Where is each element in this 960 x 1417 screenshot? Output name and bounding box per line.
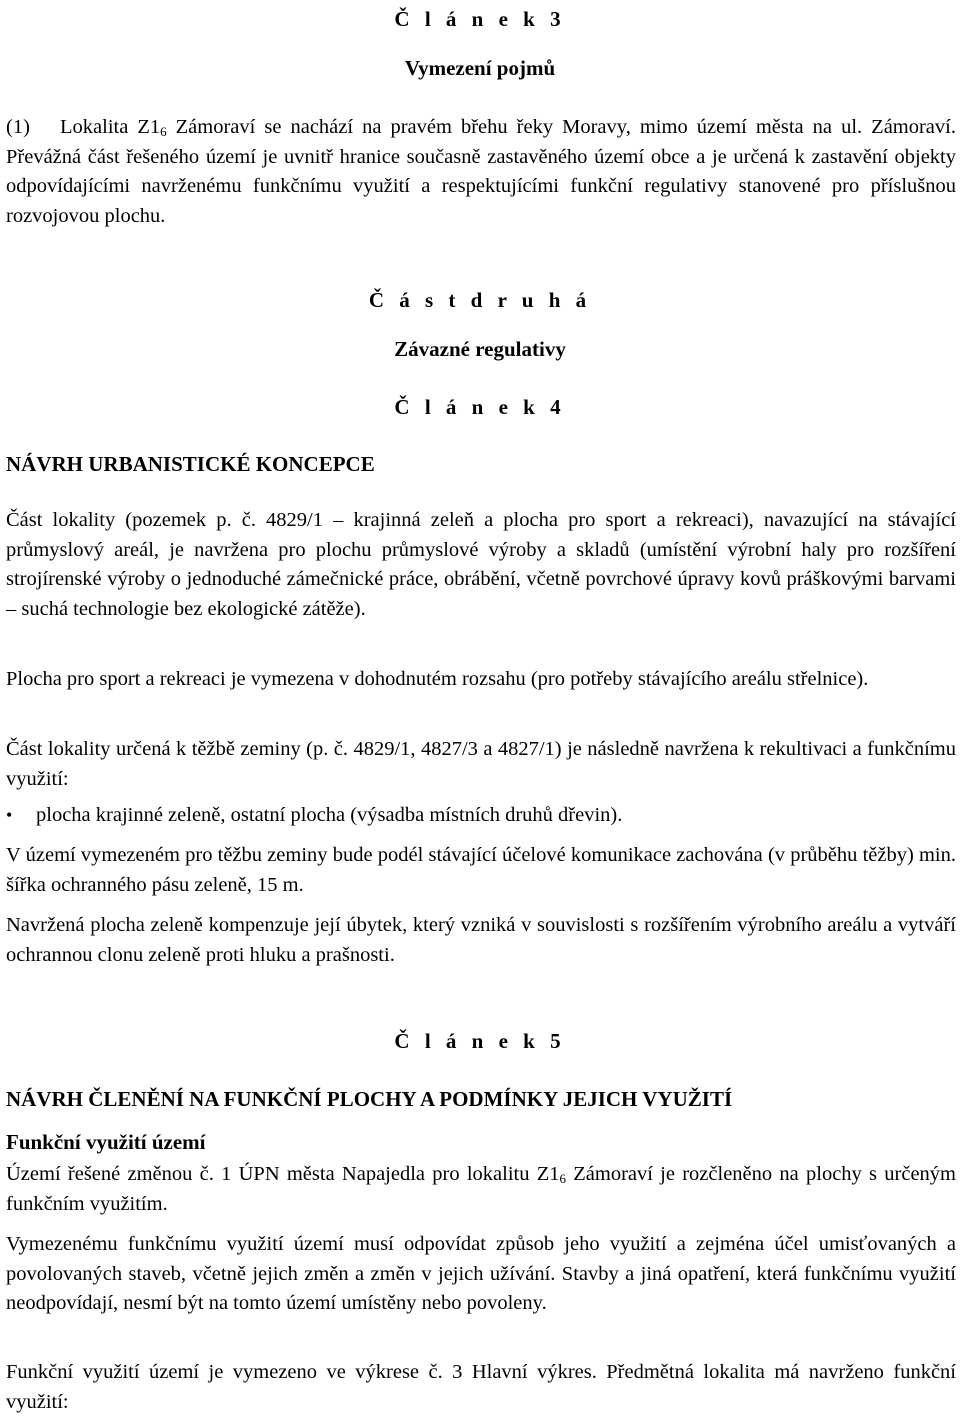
article-4-heading: Č l á n e k 4 xyxy=(394,395,566,419)
article-4-paragraph-1: Část lokality (pozemek p. č. 4829/1 – krajinná zeleň a plocha pro sport a rekreaci), navazující na stávající průmyslový areál, je navržena pro plochu průmyslové výroby a skladů (umístění výrobní haly pro rozšíření strojírenské výroby o jednoduché zámečnické práce, obrábění, včetně povrchové úpravy kovů práškovými barvami – suchá technologie bez ekologické zátěže). xyxy=(6,509,956,620)
article-3-title: Vymezení pojmů xyxy=(404,56,556,80)
article-5-heading: Č l á n e k 5 xyxy=(394,1029,566,1053)
item-subscript: 6 xyxy=(160,124,167,139)
item-text xyxy=(6,113,956,231)
bullet-symbol: • xyxy=(6,805,13,825)
article-5-subtitle: Funkční využití území xyxy=(6,1130,206,1154)
paragraph-text-part-1: Území řešené změnou č. 1 ÚPN města Napajedla pro lokalitu Z1 xyxy=(6,1163,560,1185)
item-text-part-1: Lokalita Z1 xyxy=(60,116,161,138)
article-4-paragraph-2: Plocha pro sport a rekreaci je vymezena v dohodnutém rozsahu (pro potřeby stávajícího areálu střelnice). xyxy=(6,668,869,690)
paragraph-text-part-2: Zámoraví je rozčleněno na plochy s určeným funkčním využitím. xyxy=(6,1163,956,1215)
article-3-heading: Č l á n e k 3 xyxy=(394,7,566,31)
article-4-section-title: NÁVRH URBANISTICKÉ KONCEPCE xyxy=(6,452,375,476)
article-3-item-1 xyxy=(6,113,956,231)
part-two-heading: Č á s t d r u h á xyxy=(368,288,592,312)
article-5-paragraph-2: Vymezenému funkčnímu využití území musí odpovídat způsob jeho využití a zejména účel umisťovaných a povolovaných staveb, včetně jejich změn a změn v jejich užívání. Stavby a jiná opatření, která funkčnímu využití neodpovídají, nesmí být na tomto území umístěny nebo povoleny. xyxy=(6,1233,956,1314)
article-5-section-title: NÁVRH ČLENĚNÍ NA FUNKČNÍ PLOCHY A PODMÍNKY JEJICH VYUŽITÍ xyxy=(6,1087,733,1111)
part-two-title: Závazné regulativy xyxy=(394,337,566,361)
item-number: (1) xyxy=(6,116,30,138)
article-4-paragraph-5: Navržená plocha zeleně kompenzuje její úbytek, který vzniká v souvislosti s rozšířením výrobního areálu a vytváří ochrannou clonu zeleně proti hluku a prašnosti. xyxy=(6,914,956,966)
article-4-paragraph-3: Část lokality určená k těžbě zeminy (p. č. 4829/1, 4827/3 a 4827/1) je následně navržena k rekultivaci a funkčnímu využití: xyxy=(6,738,956,790)
article-5-paragraph-3: Funkční využití území je vymezeno ve výkrese č. 3 Hlavní výkres. Předmětná lokalita má navrženo funkční využití: xyxy=(6,1361,956,1413)
bullet-text: plocha krajinné zeleně, ostatní plocha (výsadba místních druhů dřevin). xyxy=(36,804,623,826)
paragraph-subscript: 6 xyxy=(559,1171,566,1186)
article-4-paragraph-4: V území vymezeném pro těžbu zeminy bude podél stávající účelové komunikace zachována (v průběhu těžby) min. šířka ochranného pásu zeleně, 15 m. xyxy=(6,844,956,896)
article-5-paragraph-1 xyxy=(6,1160,956,1219)
item-text-part-2: Zámoraví se nachází na pravém břehu řeky Moravy, mimo území města na ul. Zámoraví. Převážná část řešeného území je uvnitř hranice současně zastavěného území obce a je určená k zastavění objekty odpovídajícími navrženému funkčnímu využití a respektujícími funkční regulativy stanovené pro příslušnou rozvojovou plochu. xyxy=(6,116,956,227)
